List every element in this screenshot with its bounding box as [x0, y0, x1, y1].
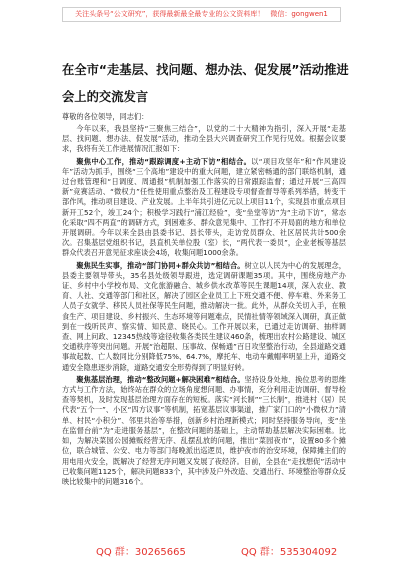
paragraph-intro	[62, 124, 346, 155]
paragraph-body: 坚持设身处地、换位思考的思维方式与工作方法，始终站在群众的立场角度想问题、办事情，充分利用走访调研、督导检查等契机，及时发现基层治理方面存在的短板。落实“河长制”“三长制”，推进村（居）民代表“五个一”、小区“四方议事”等机制，拓宽基层议事渠道，推广家门口的“小微权力”清单、村民“小积分”、邻里共治等举措，创新乡村治理新模式；同时坚持服务导向，变“坐在监督台前”为“走进服务基层”，在整改问题的基础上，主动帮助基层解决实际困难。比如，为解决菜园公园摊贩经营无序、乱摆乱放的问题，推出“菜园夜市”，设置80多个摊位，联合城管、公安、电力等部门每晚派出巡逻员，维护夜市的治安环境，保障摊主们的用电用火安全，既解决了经营无序问题又发展了夜经济。目前，全县在“走找想促”活动中已收集问题1125个，解决问题833个，其中涉及户外改造、交通出行、环境整治等群众反映比较集中的问题316个。	[62, 374, 346, 486]
document-body	[62, 124, 346, 489]
document-title: 在全市“走基层、找问题、想办法、促发展”活动推进会上的交流发言	[62, 63, 349, 104]
paragraph-body: 今年以来，我县坚持“三聚焦三结合”，以党的二十大精神为指引，深入开展“走基层、找问题、想办法、促发展”活动，推动全县大兴调查研究工作见行见效。根据会议要求，我将有关工作进展情况汇报如下：	[62, 124, 346, 154]
paragraph-body: 树立以人民为中心的发展理念，县委主要领导带头，35名县处级领导跟进，选定调研课题35项。其中，围绕房地产办证、乡村中小学校布局、文化旅游融合、城乡供水改革等民生课题14项，深入农业、教育、人社、交通等部门和社区，解决了园区企业员工上下班交通不便、停车难、外来务工人员子女就学、移民人员社保等民生问题，推动解决一批。此外，从群众关切入手，在粮食生产、项目建设、乡村振兴、生态环境等问题难点，民情社情等领域深入调研，真正做到在一线听民声、察实情、知民意、晓民心。工作开展以来，已通过走访调研、抽样调查、网上问政、12345热线等途径收集各类民生建议460条，梳理出农村公路建设、城区交通秩序等突出问题。开展“治超限、压事故、保畅通”百日攻坚整治行动，全县道路交通事故起数、亡人数同比分别降低75%、64.7%，摩托车、电动车戴帽率明显上升，道路交通安全隐患逐步消除，道路交通安全形势得到了明显好转。	[62, 260, 346, 372]
paragraph-livelihood	[62, 261, 346, 373]
page-footer	[0, 546, 408, 560]
salutation: 尊敬的各位领导，同志们：	[62, 112, 149, 121]
paragraph-lead: 聚焦中心工作，推动“跟踪调度+主动下访”相结合。	[76, 156, 252, 166]
paragraph-grassroots-governance	[62, 375, 346, 487]
paragraph-body: 以“项目攻坚年”和“作风建设年”活动为抓手，围绕“三个高地”建设中的重大问题，建立紧密畅通的部门联络机制，通过台账管理和“日调度、周通报”机制加强工作落实的日常跟踪监督；通过开展“三高四新”竞赛活动、“微权力”任性使用重点整治及工程建设专项督查督导等系列举措，转变干部作风，推动项目建设、产业发展。上半年共引进亿元以上项目11个，实现县市重点项目新开工52个，竣工24个；积极学习践行“浦江经验”，变“坐堂等访”为“主动下访”，常态化采取“四不两直”的调研方式，到困难多、群众意见集中、工作打不开局面的地方和单位开展调研。今年以来全县由县委书记、县长带头，走访党员群众、社区居民共计500余次。召集基层党组织书记，县直机关单位股（室）长，“两代表一委员”，企业老板等基层群众代表召开意见征求座谈会4场，收集问题1000余条。	[62, 156, 346, 258]
promo-banner	[62, 7, 341, 22]
qq-group-2: QQ 群：535304092	[241, 547, 338, 558]
qq-group-1: QQ 群：30265665	[96, 547, 186, 558]
paragraph-lead: 聚焦民生实事，推动“部门协同+群众共访”相结合。	[76, 260, 245, 270]
paragraph-lead: 聚焦基层治理，推动“整改问题+解决困难”相结合。	[76, 374, 245, 384]
promo-banner-text: 关注头条号“公文研究”，获得最新最全最专业的公文资料库！	[75, 10, 265, 18]
paragraph-central-work	[62, 157, 346, 259]
promo-banner-wechat: 微信：gongwen1	[270, 10, 328, 18]
